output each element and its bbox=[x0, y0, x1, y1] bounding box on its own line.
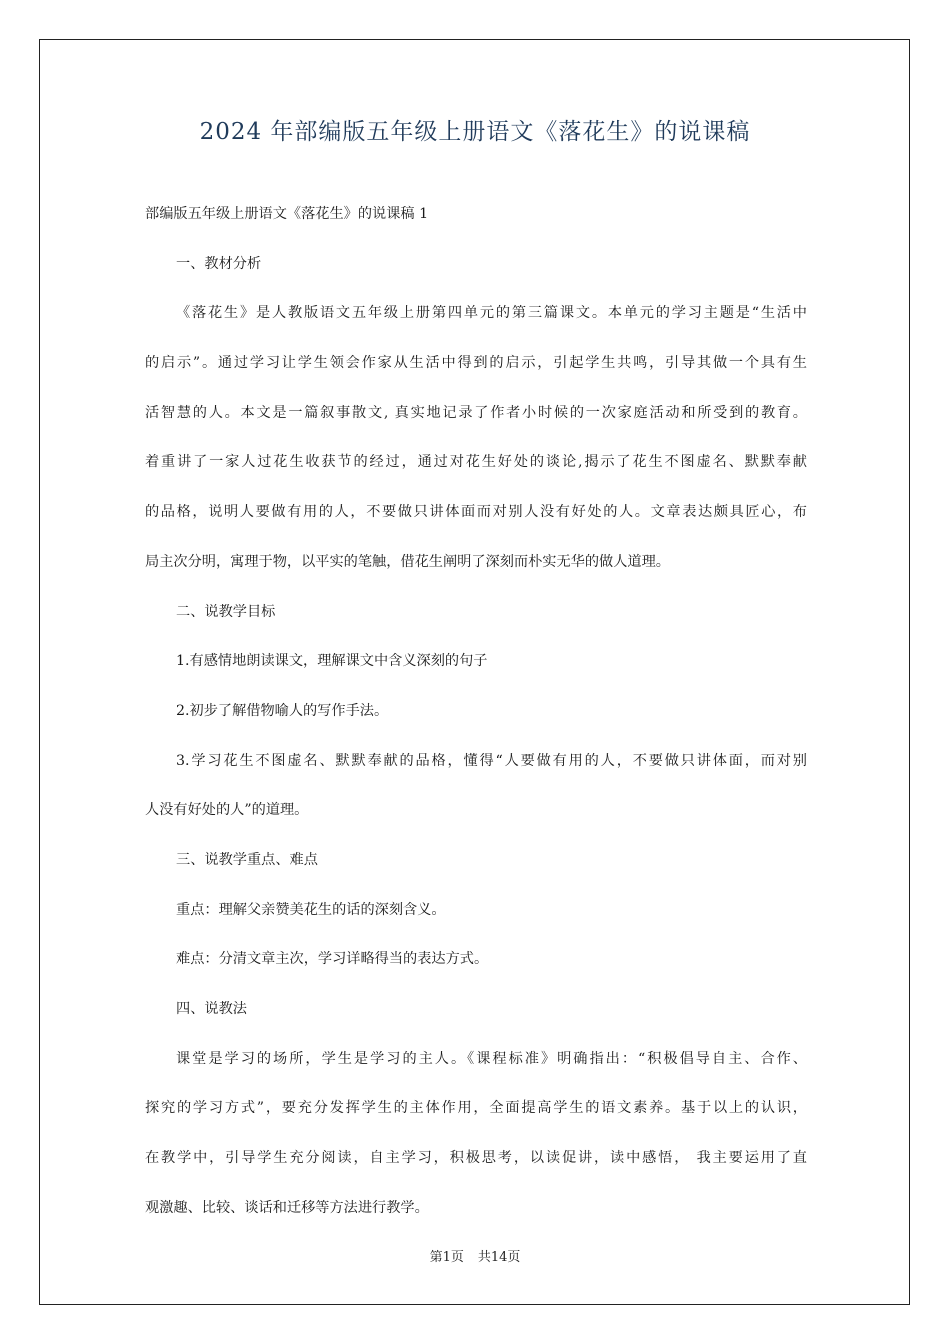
paragraph-line: 探究的学习方式”，要充分发挥学生的主体作用，全面提高学生的语文素养。基于以上的认识， bbox=[145, 1100, 807, 1117]
goal-item: 1.有感情地朗读课文，理解课文中含义深刻的句子 bbox=[176, 653, 488, 670]
subheading-key-points: 三、说教学重点、难点 bbox=[176, 851, 318, 868]
key-point: 重点：理解父亲赞美花生的话的深刻含义。 bbox=[176, 901, 446, 918]
document-body bbox=[145, 198, 807, 1241]
subheading-teaching-methods: 四、说教法 bbox=[176, 1001, 247, 1017]
page-number: 第1页 bbox=[429, 1250, 464, 1265]
goal-item: 2.初步了解借物喻人的写作手法。 bbox=[176, 702, 389, 719]
paragraph-line: 的启示”。通过学习让学生领会作家从生活中得到的启示，引起学生共鸣，引导其做一个具有生 bbox=[145, 355, 807, 372]
paragraph-line: 活智慧的人。本文是一篇叙事散文, 真实地记录了作者小时候的一次家庭活动和所受到的教育。 bbox=[145, 404, 807, 421]
section-heading: 部编版五年级上册语文《落花生》的说课稿 1 bbox=[145, 206, 429, 222]
paragraph-line: 《落花生》是人教版语文五年级上册第四单元的第三篇课文。本单元的学习主题是“生活中 bbox=[176, 305, 807, 322]
subheading-teaching-goals: 二、说教学目标 bbox=[176, 603, 276, 620]
paragraph-line: 局主次分明，寓理于物，以平实的笔触，借花生阐明了深刻而朴实无华的做人道理。 bbox=[145, 553, 670, 570]
paragraph-line: 在教学中，引导学生充分阅读，自主学习，积极思考，以读促讲，读中感悟， 我主要运用了直 bbox=[145, 1150, 807, 1167]
subheading-textbook-analysis: 一、教材分析 bbox=[176, 255, 262, 272]
paragraph-line: 课堂是学习的场所，学生是学习的主人。《课程标准》明确指出：“积极倡导自主、合作、 bbox=[176, 1050, 807, 1067]
paragraph-line: 的品格，说明人要做有用的人，不要做只讲体面而对别人没有好处的人。文章表达颇具匠心，布 bbox=[145, 504, 807, 521]
paragraph-line: 观激趣、比较、谈话和迁移等方法进行教学。 bbox=[145, 1199, 429, 1216]
document-title: 2024 年部编版五年级上册语文《落花生》的说课稿 bbox=[199, 119, 751, 145]
paragraph-line: 着重讲了一家人过花生收获节的经过，通过对花生好处的谈论,揭示了花生不图虚名、默默奉献 bbox=[145, 454, 807, 471]
goal-item: 3.学习花生不图虚名、默默奉献的品格，懂得“人要做有用的人，不要做只讲体面，而对别 bbox=[176, 752, 807, 769]
difficult-point: 难点：分清文章主次，学习详略得当的表达方式。 bbox=[176, 951, 489, 968]
goal-item-continued: 人没有好处的人”的道理。 bbox=[145, 802, 309, 819]
page-footer bbox=[0, 1246, 950, 1265]
page-total: 共14页 bbox=[477, 1250, 521, 1265]
